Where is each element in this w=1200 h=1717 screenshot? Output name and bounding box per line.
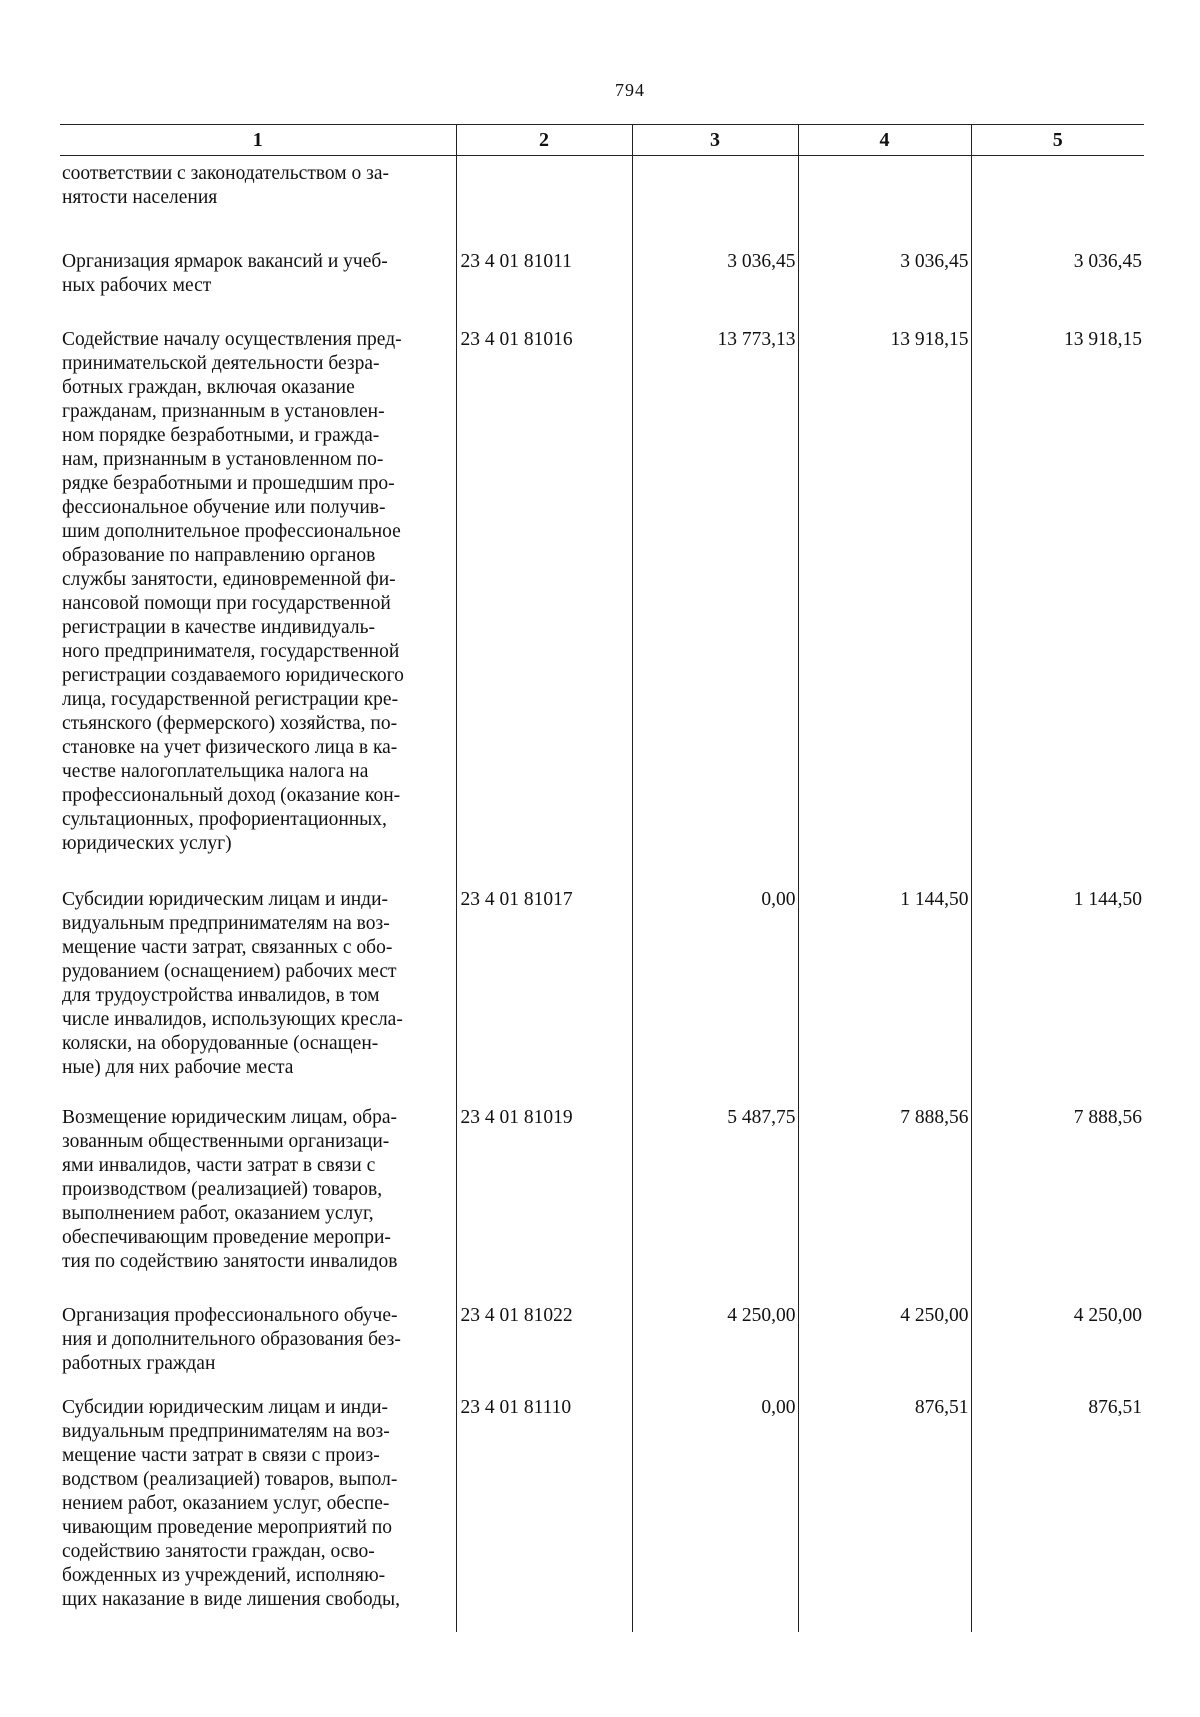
row-value-col4: 876,51	[798, 1390, 971, 1632]
row-name-line: лица, государственной регистрации кре-	[62, 689, 399, 710]
row-name-line: профессиональный доход (оказание кон-	[62, 785, 401, 806]
row-name-line: мещение части затрат в связи с произ-	[62, 1445, 380, 1466]
row-value-col5: 13 918,15	[971, 322, 1144, 882]
budget-table-container	[60, 124, 1144, 1632]
budget-table	[60, 124, 1144, 1632]
row-name-line: честве налогоплательщика налога на	[62, 761, 369, 782]
row-name-line: нам, признанным в установленном по-	[62, 449, 384, 470]
row-value-col4: 3 036,45	[798, 244, 971, 322]
row-name-line: божденных из учреждений, исполняю-	[62, 1565, 386, 1586]
row-name-line: зованным общественными организаци-	[62, 1131, 390, 1152]
row-value-col4: 13 918,15	[798, 322, 971, 882]
row-name-line: водством (реализацией) товаров, выпол-	[62, 1469, 398, 1490]
row-name-line: выполнением работ, оказанием услуг,	[62, 1203, 374, 1224]
row-name-line: работных граждан	[62, 1353, 216, 1374]
row-value-col3: 0,00	[632, 882, 798, 1100]
row-name-line: ями инвалидов, части затрат в связи с	[62, 1155, 376, 1176]
row-name-line: ном порядке безработными, и гражда-	[62, 425, 380, 446]
row-name-line: ных рабочих мест	[62, 275, 212, 296]
row-value-col5: 7 888,56	[971, 1100, 1144, 1298]
row-name-line: образование по направлению органов	[62, 545, 376, 566]
row-name-line: Организация профессионального обуче-	[62, 1305, 398, 1326]
row-value-col5: 4 250,00	[971, 1298, 1144, 1390]
row-value-col3: 0,00	[632, 1390, 798, 1632]
row-name-line: щих наказание в виде лишения свободы,	[62, 1589, 400, 1610]
row-code-cell: 23 4 01 81022	[456, 1298, 632, 1390]
row-name-line: чивающим проведение мероприятий по	[62, 1517, 393, 1538]
row-value-col3: 3 036,45	[632, 244, 798, 322]
row-name-cell	[60, 1298, 456, 1390]
row-name-line: тия по содействию занятости инвалидов	[62, 1251, 398, 1272]
row-name-line: фессиональное обучение или получив-	[62, 497, 386, 518]
row-value-col5	[971, 156, 1144, 245]
table-row	[60, 882, 1144, 1100]
row-name-line: рудованием (оснащением) рабочих мест	[62, 961, 397, 982]
row-name-cell	[60, 1390, 456, 1632]
column-header-2: 2	[456, 125, 632, 156]
row-name-line: видуальным предпринимателям на воз-	[62, 1421, 390, 1442]
row-name-line: стьянского (фермерского) хозяйства, по-	[62, 713, 398, 734]
column-header-3: 3	[632, 125, 798, 156]
row-name-cell	[60, 156, 456, 245]
row-name-line: содействию занятости граждан, осво-	[62, 1541, 375, 1562]
row-name-line: ные) для них рабочие места	[62, 1057, 294, 1078]
row-code-cell: 23 4 01 81019	[456, 1100, 632, 1298]
table-header	[60, 125, 1144, 156]
row-name-cell	[60, 322, 456, 882]
row-value-col4	[798, 156, 971, 245]
row-name-line: шим дополнительное профессиональное	[62, 521, 401, 542]
row-name-line: нансовой помощи при государственной	[62, 593, 391, 614]
row-name-line: мещение части затрат, связанных с обо-	[62, 937, 393, 958]
row-name-line: ного предпринимателя, государственной	[62, 641, 400, 662]
row-name-line: ния и дополнительного образования без-	[62, 1329, 401, 1350]
row-value-col3: 13 773,13	[632, 322, 798, 882]
row-name-line: числе инвалидов, использующих кресла-	[62, 1009, 403, 1030]
row-name-line: Организация ярмарок вакансий и учеб-	[62, 251, 388, 272]
row-name-line: становке на учет физического лица в ка-	[62, 737, 398, 758]
row-value-col3: 4 250,00	[632, 1298, 798, 1390]
row-value-col5: 876,51	[971, 1390, 1144, 1632]
row-name-line: коляски, на оборудованные (оснащен-	[62, 1033, 379, 1054]
row-name-line: сультационных, профориентационных,	[62, 809, 387, 830]
row-name-line: регистрации создаваемого юридического	[62, 665, 404, 686]
row-value-col4: 7 888,56	[798, 1100, 971, 1298]
row-name-line: соответствии с законодательством о за-	[62, 163, 389, 184]
row-value-col3: 5 487,75	[632, 1100, 798, 1298]
row-name-line: для трудоустройства инвалидов, в том	[62, 985, 380, 1006]
row-name-line: видуальным предпринимателям на воз-	[62, 913, 390, 934]
row-value-col5: 1 144,50	[971, 882, 1144, 1100]
row-name-line: гражданам, признанным в установлен-	[62, 401, 385, 422]
row-code-cell: 23 4 01 81016	[456, 322, 632, 882]
row-name-line: нятости населения	[62, 187, 218, 208]
row-name-line: рядке безработными и прошедшим про-	[62, 473, 395, 494]
table-row	[60, 322, 1144, 882]
column-header-5: 5	[971, 125, 1144, 156]
row-name-line: Субсидии юридическим лицам и инди-	[62, 889, 389, 910]
table-body	[60, 156, 1144, 1633]
row-code-cell	[456, 156, 632, 245]
row-value-col3	[632, 156, 798, 245]
table-row	[60, 156, 1144, 245]
row-name-line: службы занятости, единовременной фи-	[62, 569, 396, 590]
table-row	[60, 1100, 1144, 1298]
row-name-line: Содействие началу осуществления пред-	[62, 329, 402, 350]
table-row	[60, 1298, 1144, 1390]
row-name-line: ботных граждан, включая оказание	[62, 377, 355, 398]
row-name-line: Возмещение юридическим лицам, обра-	[62, 1107, 398, 1128]
row-value-col4: 4 250,00	[798, 1298, 971, 1390]
column-header-1: 1	[60, 125, 456, 156]
table-row	[60, 244, 1144, 322]
header-row	[60, 125, 1144, 156]
row-code-cell: 23 4 01 81017	[456, 882, 632, 1100]
column-header-4: 4	[798, 125, 971, 156]
row-name-line: Субсидии юридическим лицам и инди-	[62, 1397, 389, 1418]
row-value-col4: 1 144,50	[798, 882, 971, 1100]
row-name-line: нением работ, оказанием услуг, обеспе-	[62, 1493, 390, 1514]
table-row	[60, 1390, 1144, 1632]
row-name-line: производством (реализацией) товаров,	[62, 1179, 383, 1200]
row-name-cell	[60, 1100, 456, 1298]
page-number: 794	[615, 80, 645, 100]
row-name-cell	[60, 882, 456, 1100]
row-name-line: обеспечивающим проведение меропри-	[62, 1227, 391, 1248]
row-name-line: регистрации в качестве индивидуаль-	[62, 617, 375, 638]
row-name-line: юридических услуг)	[62, 833, 232, 854]
row-name-line: принимательской деятельности безра-	[62, 353, 380, 374]
row-value-col5: 3 036,45	[971, 244, 1144, 322]
row-code-cell: 23 4 01 81011	[456, 244, 632, 322]
row-name-cell	[60, 244, 456, 322]
row-code-cell: 23 4 01 81110	[456, 1390, 632, 1632]
